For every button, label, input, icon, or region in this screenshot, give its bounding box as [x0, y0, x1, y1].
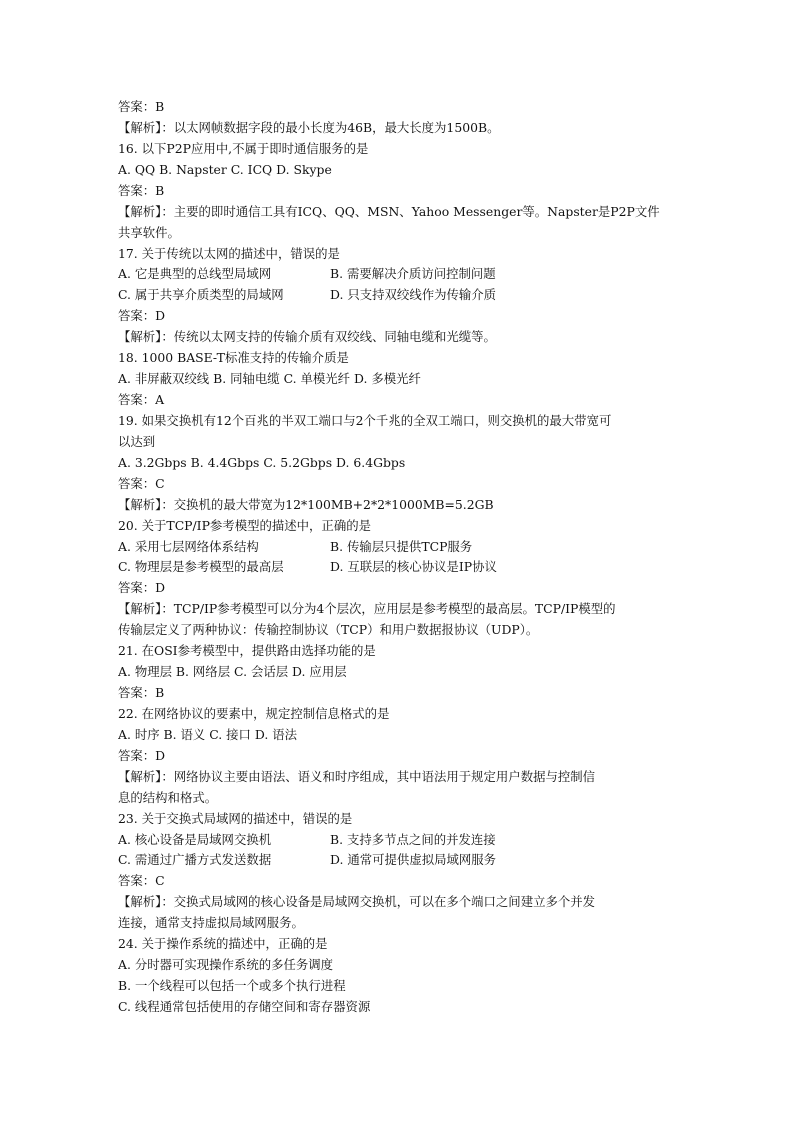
text-line — [118, 810, 678, 828]
line-text: 17. 关于传统以太网的描述中，错误的是 — [118, 245, 340, 261]
line-text: C. 物理层是参考模型的最高层 — [118, 559, 284, 575]
text-line — [118, 935, 678, 953]
text-line — [118, 391, 678, 409]
text-line — [118, 600, 678, 618]
text-line — [118, 642, 678, 660]
line-text: B. 一个线程可以包括一个或多个执行进程 — [118, 978, 346, 994]
line-text-col2: B. 需要解决介质访问控制问题 — [330, 266, 496, 282]
text-line — [118, 98, 678, 116]
line-text: A. 分时器可实现操作系统的多任务调度 — [118, 957, 334, 973]
text-line — [118, 893, 678, 911]
text-line — [118, 328, 678, 346]
line-text: C. 线程通常包括使用的存储空间和寄存器资源 — [118, 998, 371, 1014]
line-text: A. 采用七层网络体系结构 — [118, 538, 259, 554]
text-line — [118, 579, 678, 597]
line-text: 答案：B — [118, 685, 165, 701]
line-text: A. 时序 B. 语义 C. 接口 D. 语法 — [118, 726, 298, 742]
text-line — [118, 454, 678, 472]
line-text-col2: D. 通常可提供虚拟局域网服务 — [330, 852, 497, 868]
line-text: 【解析】：主要的即时通信工具有ICQ、QQ、MSN、Yahoo Messenger等。Napster是P2P文件 — [118, 203, 660, 219]
text-line — [118, 538, 678, 556]
text-line — [118, 914, 678, 932]
line-text: 答案：B — [118, 99, 165, 114]
line-text: A. QQ B. Napster C. ICQ D. Skype — [118, 161, 332, 177]
line-text: 22. 在网络协议的要素中，规定控制信息格式的是 — [118, 705, 390, 721]
line-text: 【解析】：网络协议主要由语法、语义和时序组成，其中语法用于规定用户数据与控制信 — [118, 768, 596, 784]
line-text: 答案：D — [118, 747, 166, 763]
text-line — [118, 433, 678, 451]
text-line — [118, 726, 678, 744]
text-line — [118, 851, 678, 869]
line-text: A. 核心设备是局域网交换机 — [118, 831, 272, 847]
line-text: 24. 关于操作系统的描述中，正确的是 — [118, 936, 328, 952]
text-line — [118, 475, 678, 493]
line-text: 【解析】：交换式局域网的核心设备是局域网交换机，可以在多个端口之间建立多个并发 — [118, 894, 596, 910]
line-text: 传输层定义了两种协议：传输控制协议（TCP）和用户数据报协议（UDP）。 — [118, 622, 539, 638]
line-text: C. 需通过广播方式发送数据 — [118, 852, 272, 868]
text-line — [118, 412, 678, 430]
line-text: 16. 以下P2P应用中,不属于即时通信服务的是 — [118, 140, 369, 156]
line-text: 18. 1000 BASE-T标准支持的传输介质是 — [118, 350, 349, 366]
line-text: 【解析】：TCP/IP参考模型可以分为4个层次，应用层是参考模型的最高层。TCP/IP模型的 — [118, 601, 616, 617]
text-line — [118, 496, 678, 514]
text-line — [118, 265, 678, 283]
line-text: 息的结构和格式。 — [118, 789, 218, 805]
line-text: 答案：D — [118, 308, 166, 324]
line-text: 答案：D — [118, 580, 166, 596]
text-line — [118, 558, 678, 576]
text-line — [118, 161, 678, 179]
text-line — [118, 245, 678, 263]
text-line — [118, 370, 678, 388]
text-line — [118, 684, 678, 702]
line-text: 23. 关于交换式局域网的描述中，错误的是 — [118, 810, 353, 826]
text-line — [118, 182, 678, 200]
line-text: A. 物理层 B. 网络层 C. 会话层 D. 应用层 — [118, 664, 347, 680]
text-line — [118, 768, 678, 786]
text-line — [118, 956, 678, 974]
line-text: 答案：C — [118, 873, 165, 889]
line-text: 20. 关于TCP/IP参考模型的描述中，正确的是 — [118, 517, 371, 533]
text-line — [118, 872, 678, 890]
line-text: 以达到 — [118, 433, 156, 449]
text-line — [118, 307, 678, 325]
line-text: 答案：A — [118, 392, 165, 408]
line-text: 【解析】：以太网帧数据字段的最小长度为46B，最大长度为1500B。 — [118, 119, 500, 135]
line-text: A. 它是典型的总线型局域网 — [118, 266, 272, 282]
line-text: 答案：C — [118, 475, 165, 491]
line-text: C. 属于共享介质类型的局域网 — [118, 287, 284, 303]
line-text: 【解析】：交换机的最大带宽为12*100MB+2*2*1000MB=5.2GB — [118, 496, 494, 512]
text-line — [118, 119, 678, 137]
line-text: A. 3.2Gbps B. 4.4Gbps C. 5.2Gbps D. 6.4Gbps — [118, 454, 406, 470]
text-line — [118, 747, 678, 765]
line-text-col2: D. 互联层的核心协议是IP协议 — [330, 559, 497, 575]
text-line — [118, 831, 678, 849]
text-line — [118, 977, 678, 995]
line-text: 答案：B — [118, 182, 165, 198]
line-text: 21. 在OSI参考模型中，提供路由选择功能的是 — [118, 643, 376, 659]
line-text: 【解析】：传统以太网支持的传输介质有双绞线、同轴电缆和光缆等。 — [118, 329, 496, 345]
text-line — [118, 140, 678, 158]
text-line — [118, 517, 678, 535]
text-line — [118, 349, 678, 367]
line-text: A. 非屏蔽双绞线 B. 同轴电缆 C. 单模光纤 D. 多模光纤 — [118, 371, 421, 387]
line-text-col2: B. 支持多节点之间的并发连接 — [330, 831, 496, 847]
text-line — [118, 998, 678, 1016]
text-line — [118, 224, 678, 242]
text-line — [118, 789, 678, 807]
text-line — [118, 286, 678, 304]
text-line — [118, 663, 678, 681]
line-text: 共享软件。 — [118, 224, 180, 240]
text-line — [118, 705, 678, 723]
text-line — [118, 621, 678, 639]
line-text: 连接，通常支持虚拟局域网服务。 — [118, 915, 304, 931]
text-line — [118, 203, 678, 221]
line-text-col2: B. 传输层只提供TCP服务 — [330, 538, 473, 554]
line-text: 19. 如果交换机有12个百兆的半双工端口与2个千兆的全双工端口，则交换机的最大带宽可 — [118, 412, 612, 428]
line-text-col2: D. 只支持双绞线作为传输介质 — [330, 287, 497, 303]
